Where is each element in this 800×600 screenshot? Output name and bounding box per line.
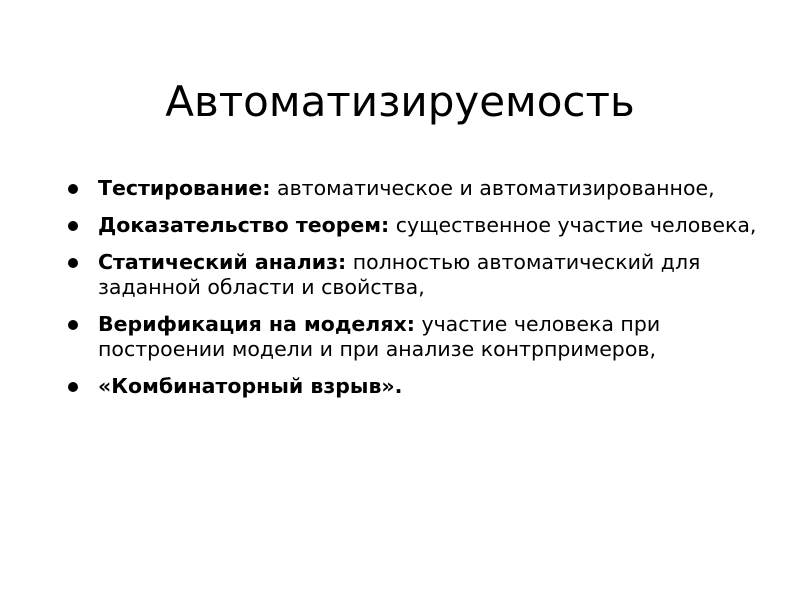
- bullet-text: автоматическое и автоматизированное,: [270, 176, 715, 200]
- bullet-term: Доказательство теорем:: [98, 213, 390, 237]
- bullet-term: Тестирование:: [98, 176, 271, 200]
- bullet-item-static-analysis: [68, 250, 778, 300]
- bullet-text: полностью автоматический для заданной области и свойства,: [98, 250, 701, 299]
- bullet-text: участие человека при построении модели и при анализе контрпримеров,: [98, 312, 661, 361]
- bullet-dot-icon: [68, 184, 78, 194]
- bullet-list: [68, 176, 778, 411]
- bullet-dot-icon: [68, 320, 78, 330]
- bullet-dot-icon: [68, 221, 78, 231]
- bullet-term: «Комбинаторный взрыв».: [98, 374, 403, 398]
- bullet-dot-icon: [68, 382, 78, 392]
- bullet-dot-icon: [68, 258, 78, 268]
- bullet-term: Верификация на моделях:: [98, 312, 415, 336]
- bullet-term: Статический анализ:: [98, 250, 347, 274]
- bullet-item-combinatorial-explosion: [68, 374, 778, 399]
- bullet-text: существенное участие человека,: [389, 213, 757, 237]
- bullet-item-model-checking: [68, 312, 778, 362]
- slide-title: Автоматизируемость: [165, 77, 635, 126]
- bullet-item-theorem-proving: [68, 213, 778, 238]
- bullet-item-testing: [68, 176, 778, 201]
